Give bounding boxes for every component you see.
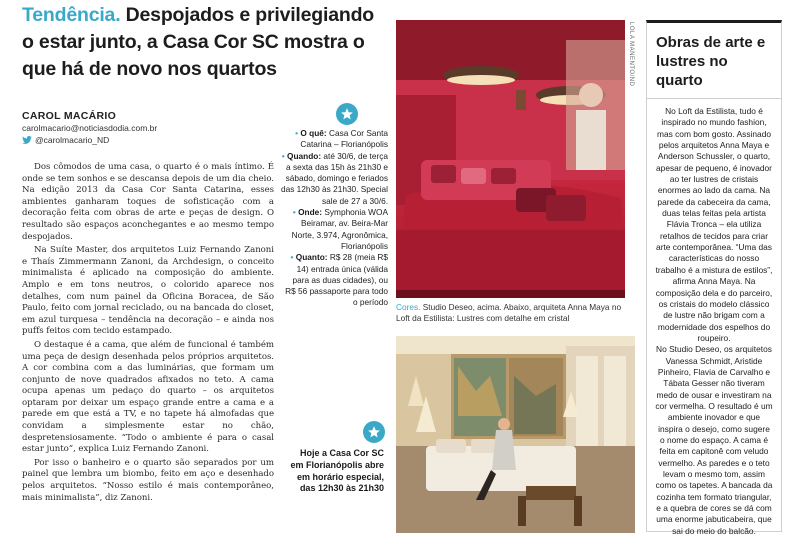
caption-kicker: Cores.	[396, 302, 421, 312]
author-email[interactable]: carolmacario@noticiasdodia.com.br	[22, 123, 158, 133]
sidebar-body	[647, 99, 781, 537]
photo-loft-estilista	[396, 336, 635, 533]
body-paragraph: O destaque é a cama, que além de funcional é também uma peça de design desenhada pelos próprios arquitetos. A cor combina com a das luminárias, que formam um conjunto de nove quadrados afixados no teto. A cama ocupa apenas um pedaço do quarto – os arquitetos optaram por deixar um espaço grande entre a cama e a parede em que está a TV, e no tapete há almofadas que convidam a simplesmente estar no chão, despretensiosamente. “Todo o ambiente é para o casal estar junto”, explica Luiz Fernando Zanoni.	[22, 339, 274, 455]
info-price: • Quanto: R$ 28 (meia R$ 14) entrada única (válida para as duas cidades), ou R$ 56 passaporte para todo o período	[285, 252, 388, 308]
info-where: • Onde: Symphonia WOA Beiramar, av. Beira-Mar Norte, 3.974, Agronômica, Florianópolis	[291, 207, 388, 251]
body-paragraph: Na Suíte Master, dos arquitetos Luiz Fernando Zanoni e Thaís Zimmermann Zanoni, da Archdesign, o conceito minimalista é aplicado na composição do ambiente. Amplo e em tons neutros, o colorido aparece nos detalhes, com num painel da Oficina Boracea, de São Paulo, feito com jornal reciclado, ou na bancada do closet, em azul turquesa – tendência na decoração – e ainda nos puffs feitos com tecido estampado.	[22, 245, 274, 337]
special-hours-note: Hoje a Casa Cor SC em Florianópolis abre em horário especial, das 12h30 às 21h30	[290, 448, 384, 494]
photo-caption	[396, 302, 636, 323]
body-paragraph: Por isso o banheiro e o quarto são separados por um painel que lembra um biombo, feito em aço e desenhado pelos arquitetos. “Nosso estilo é mais contemporâneo, mais minimalista”, diz Zanoni.	[22, 457, 274, 503]
byline	[22, 110, 252, 146]
headline-kicker: Tendência.	[22, 4, 121, 26]
photo-studio-deseo	[396, 20, 625, 298]
info-when: • Quando: até 30/6, de terça a sexta das 15h às 21h30 e sábado, domingo e feriados das 12h30 às 21h30. Special sale de 27 a 30/6.	[280, 150, 388, 206]
star-icon	[336, 103, 358, 125]
twitter-bird-icon	[22, 136, 32, 144]
event-info-box	[280, 128, 388, 309]
red-bedroom-illustration	[396, 20, 625, 298]
author-name: CAROL MACÁRIO	[22, 110, 117, 122]
photo-credit: LOLA MANENTO/ND	[628, 22, 634, 87]
body-paragraph: Dos cômodos de uma casa, o quarto é o mais íntimo. É onde se tem sonhos e se descansa depois de um dia cheio. Na edição 2013 da Casa Cor Santa Catarina, esses ambientes ganharam toques de sofisticação com a decoração feita com obras de arte e peças de design. O resultado são espaços aconchegantes e ao mesmo tempo despojados.	[22, 162, 274, 242]
article-headline	[22, 2, 378, 83]
loft-bedroom-illustration	[396, 336, 635, 533]
article-body	[22, 162, 274, 506]
sidebar-title: Obras de arte e lustres no quarto	[647, 23, 781, 99]
info-what: • O quê: Casa Cor Santa Catarina – Florianópolis	[295, 128, 388, 150]
sidebar-paragraph: No Studio Deseo, os arquitetos Vanessa Schmidt, Aristide Pinheiro, Flavia de Carvalho e Tábata Gesser não tiveram medo de ousar e investiram na cor vermelha. O resultado é um ambiente inovador e que inspira o desejo, como sugere o nome do espaço. A cama é feita em capitonê com veludo vermelho. As paredes e o teto levam o mesmo tom, assim como os tapetes. A bancada da cozinha tem formato triangular, e a quebra de cores se dá com uma enorme jabuticabeira, que sai do meio do balcão.	[655, 344, 773, 536]
twitter-handle: @carolmacario_ND	[35, 135, 110, 145]
headline-title: Despojados e privilegiando o estar junto, a Casa Cor SC mostra o que há de novo nos quartos	[22, 4, 374, 80]
caption-text: Studio Deseo, acima. Abaixo, arquiteta Anna Maya no Loft da Estilista: Lustres com detalhe em cristal	[396, 302, 622, 323]
sidebar-box	[646, 20, 782, 536]
sidebar-paragraph: No Loft da Estilista, tudo é inspirado no mundo fashion, mas com bom gosto. Assinado pelos arquitetos Anna Maya e Anderson Schussler, o quarto, apesar de pequeno, é inovador ao ter lustres de cristais enormes ao lado da cama. Na parede da cabeceira da cama, duas telas feitas pela artista Flávia Tronca – ela utiliza retalhos de tecidos para criar arte contemporânea. “Uma das características do nosso trabalho é a mistura de estilos”, afirma Anna Maya. Na composição dela e do parceiro, os cristais do modelo clássico de lustre não brigam com a modernidade dos espelhos do roupeiro.	[655, 106, 773, 343]
author-twitter[interactable]	[22, 134, 252, 146]
star-icon	[363, 421, 385, 443]
